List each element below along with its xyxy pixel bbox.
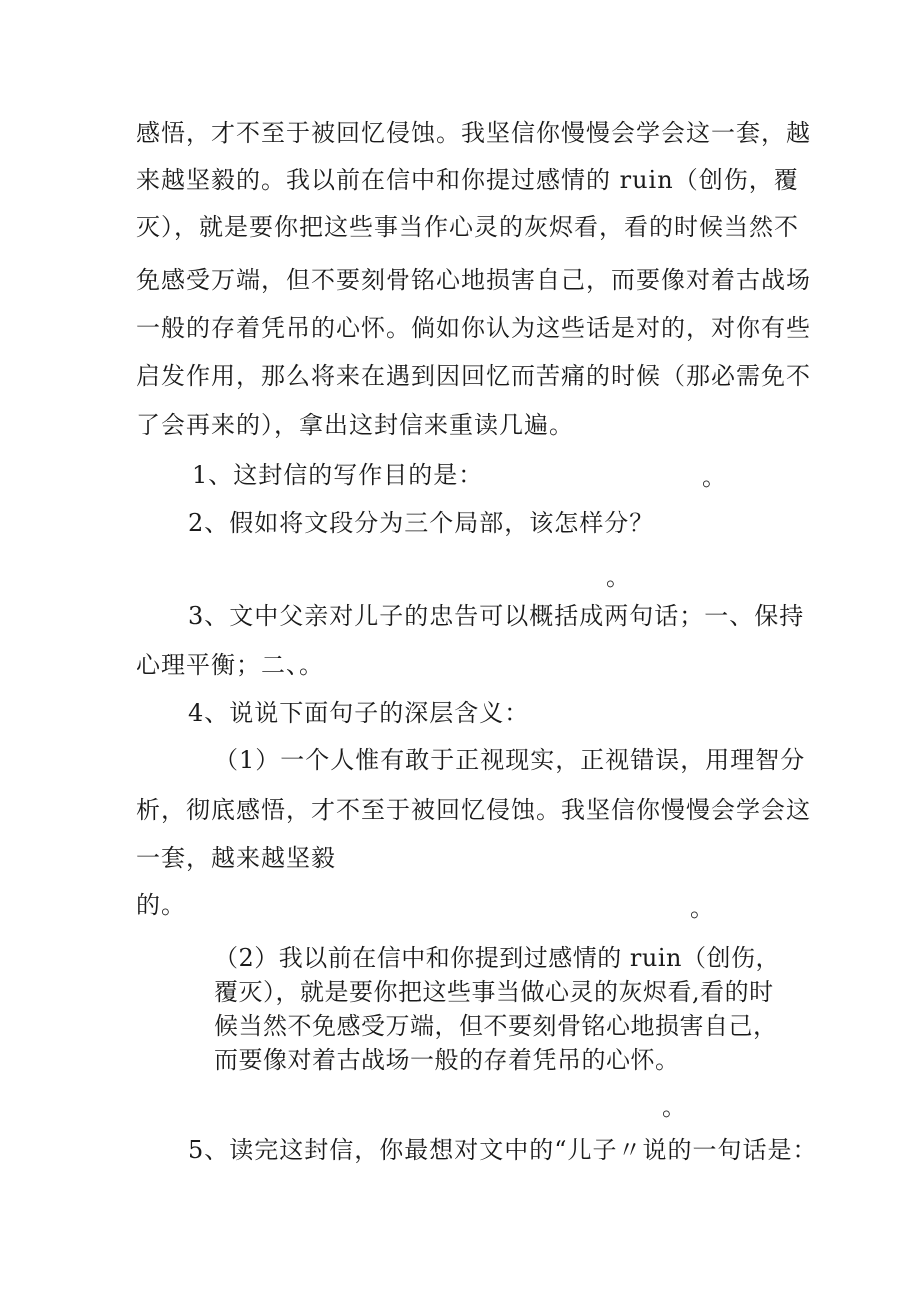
item-1-end-mark: 。 — [690, 894, 714, 922]
passage-line: 免感受万端，但不要刻骨铭心地损害自己，而要像对着古战场 — [136, 266, 811, 294]
question-3-line: 心理平衡；二、。 — [136, 651, 324, 679]
question-4-text: 4、说说下面句子的深层含义： — [188, 699, 530, 727]
question-2-end-mark: 。 — [606, 563, 630, 591]
question-3-line: 3、文中父亲对儿子的忠告可以概括成两句话；一、保持 — [188, 602, 805, 630]
item-2-line: 而要像对着古战场一般的存着凭吊的心怀。 — [214, 1046, 680, 1074]
passage-line: 灭），就是要你把这些事当作心灵的灰烬看，看的时候当然不 — [136, 213, 799, 241]
question-5-text: 5、读完这封信，你最想对文中的“儿子〃说的一句话是： — [188, 1136, 818, 1164]
question-1-end-mark: 。 — [702, 463, 726, 491]
question-2-text: 2、假如将文段分为三个局部，该怎样分？ — [188, 509, 655, 537]
item-2-line: 候当然不免感受万端，但不要刻骨铭心地损害自己， — [214, 1012, 778, 1040]
item-1-line: 析，彻底感悟，才不至于被回忆侵蚀。我坚信你慢慢会学会这 — [136, 796, 811, 824]
item-1-line: 一套，越来越坚毅 — [136, 844, 336, 872]
item-2-end-mark: 。 — [662, 1093, 686, 1121]
item-2-line: 覆灭），就是要你把这些事当做心灵的灰烬看,看的时 — [214, 978, 774, 1006]
item-1-tail: 的。 — [136, 891, 186, 919]
question-1-text: 1、这封信的写作目的是： — [192, 461, 484, 489]
item-2-line: （2）我以前在信中和你提到过感情的 ruin（创伤， — [214, 944, 780, 972]
passage-line: 来越坚毅的。我以前在信中和你提过感情的 ruin（创伤，覆 — [136, 166, 799, 194]
passage-line: 启发作用，那么将来在遇到因回忆而苦痛的时候（那必需免不 — [136, 362, 811, 390]
passage-line: 一般的存着凭吊的心怀。倘如你认为这些话是对的，对你有些 — [136, 314, 811, 342]
passage-line: 了会再来的），拿出这封信来重读几遍。 — [136, 411, 574, 439]
item-1-line: （1）一个人惟有敢于正视现实，正视错误，用理智分 — [214, 746, 806, 774]
passage-line: 感悟，才不至于被回忆侵蚀。我坚信你慢慢会学会这一套，越 — [136, 119, 811, 147]
